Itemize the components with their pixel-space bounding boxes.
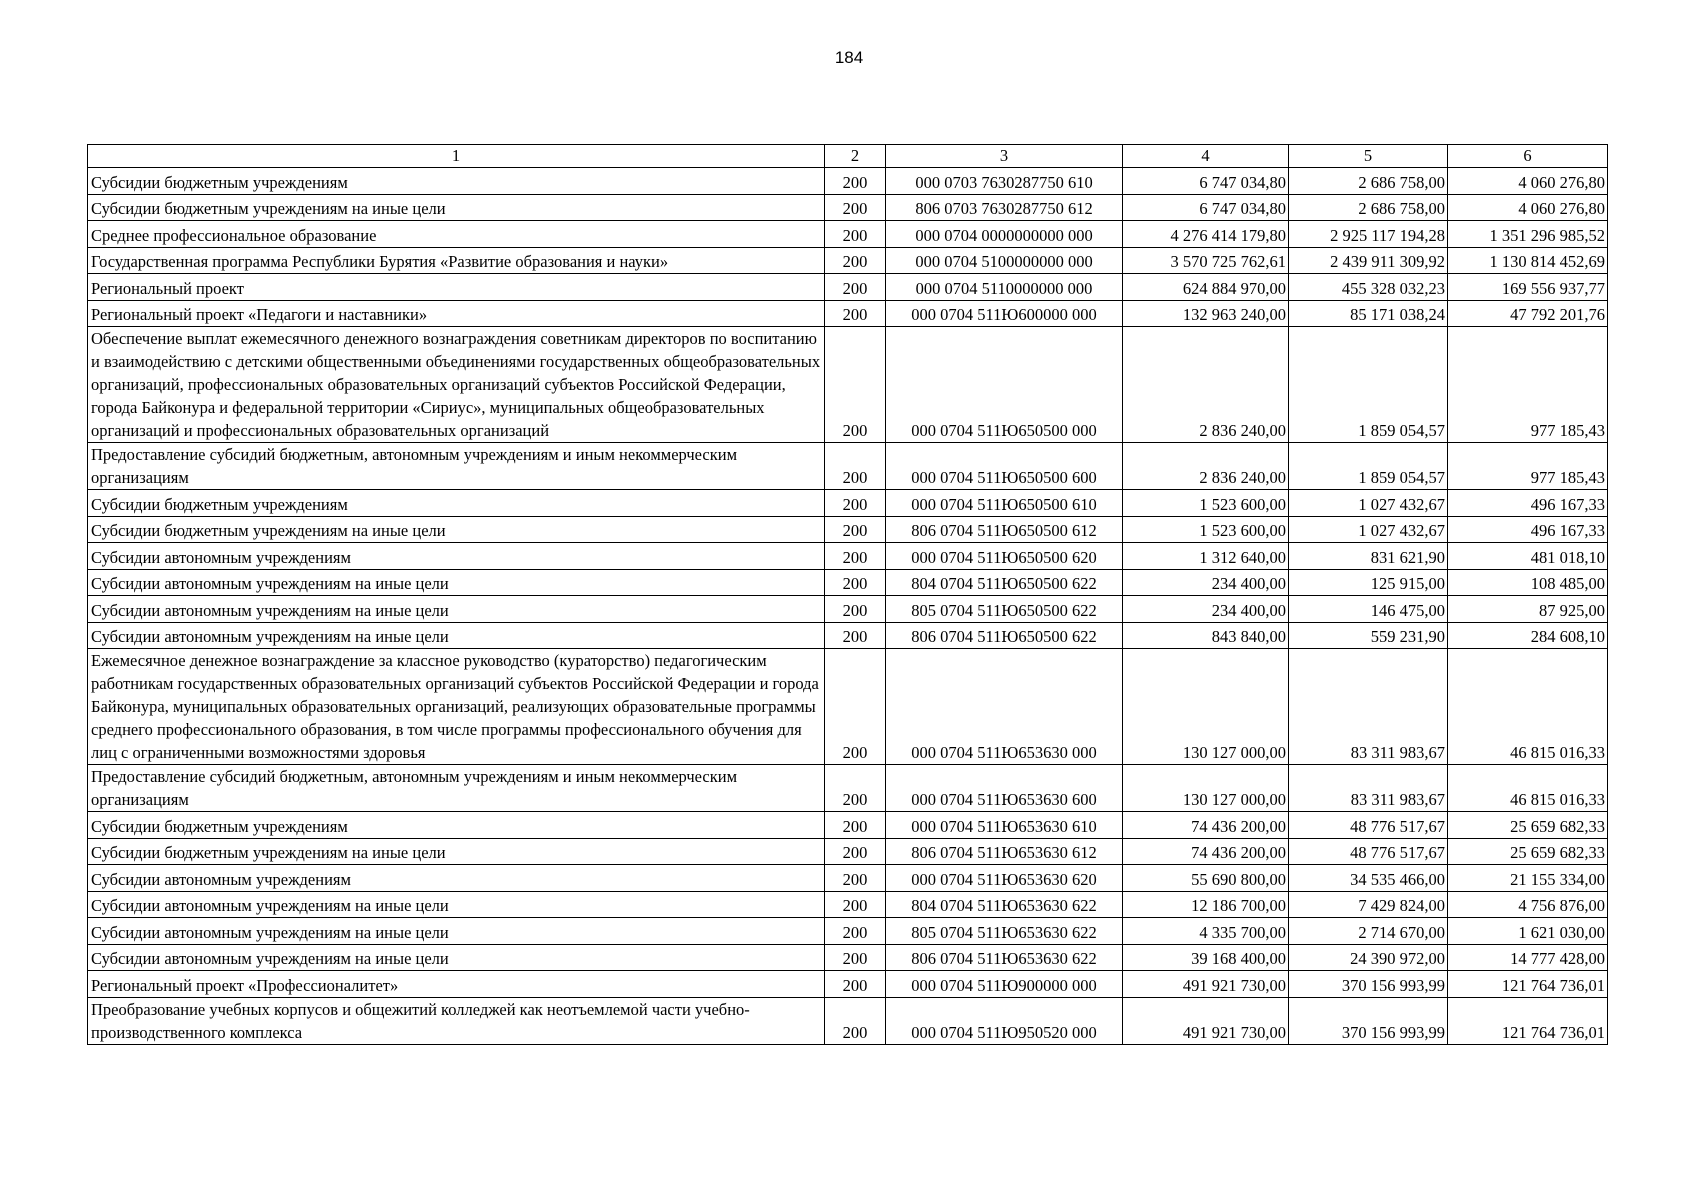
row-name-cell: Среднее профессиональное образование [88, 221, 825, 248]
table-row [88, 327, 1608, 443]
row-value-col4: 4 335 700,00 [1123, 918, 1289, 945]
row-admin-cell: 200 [825, 327, 886, 443]
table-row [88, 300, 1608, 327]
row-name-cell: Субсидии автономным учреждениям [88, 865, 825, 892]
row-value-col4: 12 186 700,00 [1123, 891, 1289, 918]
row-value-col4: 1 312 640,00 [1123, 543, 1289, 570]
table-row [88, 543, 1608, 570]
row-admin-cell: 200 [825, 300, 886, 327]
table-row [88, 194, 1608, 221]
row-value-col6: 1 130 814 452,69 [1448, 247, 1608, 274]
row-name-cell: Предоставление субсидий бюджетным, автономным учреждениям и иным некоммерческим организациям [88, 443, 825, 490]
table-row [88, 221, 1608, 248]
row-value-col6: 25 659 682,33 [1448, 838, 1608, 865]
row-admin-cell: 200 [825, 649, 886, 765]
row-name-cell: Ежемесячное денежное вознаграждение за классное руководство (кураторство) педагогическим работникам государственных образовательных организаций субъектов Российской Федерации и города Байконура, муниципальных образовательных организаций, реализующих образовательные программы среднего профессионального образования, в том числе программы профессионального обучения для лиц с ограниченными возможностями здоровья [88, 649, 825, 765]
row-value-col4: 3 570 725 762,61 [1123, 247, 1289, 274]
row-admin-cell: 200 [825, 865, 886, 892]
table-row [88, 865, 1608, 892]
row-value-col6: 4 060 276,80 [1448, 194, 1608, 221]
row-code-cell: 000 0704 511Ю650500 000 [886, 327, 1123, 443]
row-value-col5: 34 535 466,00 [1289, 865, 1448, 892]
row-value-col4: 1 523 600,00 [1123, 516, 1289, 543]
row-code-cell: 000 0704 511Ю650500 620 [886, 543, 1123, 570]
row-code-cell: 000 0704 5100000000 000 [886, 247, 1123, 274]
row-value-col6: 496 167,33 [1448, 516, 1608, 543]
table-row [88, 569, 1608, 596]
column-header: 1 [88, 145, 825, 168]
row-admin-cell: 200 [825, 443, 886, 490]
row-code-cell: 000 0704 0000000000 000 [886, 221, 1123, 248]
row-code-cell: 806 0704 511Ю653630 612 [886, 838, 1123, 865]
page-number: 184 [834, 48, 864, 67]
row-value-col6: 87 925,00 [1448, 596, 1608, 623]
row-value-col5: 48 776 517,67 [1289, 812, 1448, 839]
row-admin-cell: 200 [825, 944, 886, 971]
row-value-col6: 1 621 030,00 [1448, 918, 1608, 945]
row-code-cell: 000 0704 5110000000 000 [886, 274, 1123, 301]
row-name-cell: Субсидии автономным учреждениям [88, 543, 825, 570]
row-code-cell: 804 0704 511Ю650500 622 [886, 569, 1123, 596]
row-code-cell: 000 0704 511Ю653630 610 [886, 812, 1123, 839]
row-name-cell: Субсидии бюджетным учреждениям на иные цели [88, 838, 825, 865]
row-admin-cell: 200 [825, 765, 886, 812]
column-header: 3 [886, 145, 1123, 168]
row-name-cell: Государственная программа Республики Бурятия «Развитие образования и науки» [88, 247, 825, 274]
row-name-cell: Субсидии автономным учреждениям на иные цели [88, 891, 825, 918]
row-value-col5: 24 390 972,00 [1289, 944, 1448, 971]
table-row [88, 516, 1608, 543]
row-value-col4: 6 747 034,80 [1123, 194, 1289, 221]
row-value-col4: 2 836 240,00 [1123, 443, 1289, 490]
row-value-col6: 21 155 334,00 [1448, 865, 1608, 892]
row-value-col5: 2 925 117 194,28 [1289, 221, 1448, 248]
table-header-row [88, 145, 1608, 168]
row-name-cell: Субсидии автономным учреждениям на иные цели [88, 944, 825, 971]
row-value-col5: 1 859 054,57 [1289, 327, 1448, 443]
row-value-col6: 284 608,10 [1448, 622, 1608, 649]
row-value-col6: 108 485,00 [1448, 569, 1608, 596]
row-value-col5: 146 475,00 [1289, 596, 1448, 623]
row-admin-cell: 200 [825, 918, 886, 945]
row-admin-cell: 200 [825, 516, 886, 543]
row-admin-cell: 200 [825, 838, 886, 865]
row-value-col6: 977 185,43 [1448, 327, 1608, 443]
row-admin-cell: 200 [825, 812, 886, 839]
row-value-col4: 4 276 414 179,80 [1123, 221, 1289, 248]
row-value-col6: 481 018,10 [1448, 543, 1608, 570]
row-admin-cell: 200 [825, 622, 886, 649]
row-code-cell: 806 0704 511Ю653630 622 [886, 944, 1123, 971]
row-name-cell: Предоставление субсидий бюджетным, автономным учреждениям и иным некоммерческим организациям [88, 765, 825, 812]
row-name-cell: Региональный проект [88, 274, 825, 301]
row-value-col4: 2 836 240,00 [1123, 327, 1289, 443]
column-header: 6 [1448, 145, 1608, 168]
row-name-cell: Субсидии бюджетным учреждениям на иные цели [88, 194, 825, 221]
row-code-cell: 000 0704 511Ю653630 600 [886, 765, 1123, 812]
row-value-col6: 47 792 201,76 [1448, 300, 1608, 327]
table-row [88, 918, 1608, 945]
row-value-col5: 370 156 993,99 [1289, 997, 1448, 1044]
row-value-col4: 491 921 730,00 [1123, 997, 1289, 1044]
row-value-col6: 4 060 276,80 [1448, 168, 1608, 195]
row-name-cell: Субсидии бюджетным учреждениям на иные цели [88, 516, 825, 543]
row-value-col4: 234 400,00 [1123, 596, 1289, 623]
column-header: 4 [1123, 145, 1289, 168]
row-code-cell: 000 0704 511Ю650500 610 [886, 490, 1123, 517]
row-value-col4: 1 523 600,00 [1123, 490, 1289, 517]
row-value-col5: 125 915,00 [1289, 569, 1448, 596]
table-row [88, 247, 1608, 274]
row-value-col5: 1 859 054,57 [1289, 443, 1448, 490]
row-name-cell: Субсидии бюджетным учреждениям [88, 812, 825, 839]
table-row [88, 649, 1608, 765]
row-value-col6: 121 764 736,01 [1448, 971, 1608, 998]
row-value-col5: 559 231,90 [1289, 622, 1448, 649]
table-row [88, 944, 1608, 971]
table-row [88, 622, 1608, 649]
table-row [88, 765, 1608, 812]
row-value-col4: 624 884 970,00 [1123, 274, 1289, 301]
row-value-col6: 46 815 016,33 [1448, 765, 1608, 812]
row-value-col5: 831 621,90 [1289, 543, 1448, 570]
row-name-cell: Субсидии автономным учреждениям на иные цели [88, 918, 825, 945]
row-code-cell: 000 0704 511Ю600000 000 [886, 300, 1123, 327]
row-value-col5: 85 171 038,24 [1289, 300, 1448, 327]
table-row [88, 274, 1608, 301]
table-row [88, 490, 1608, 517]
row-name-cell: Региональный проект «Профессионалитет» [88, 971, 825, 998]
row-name-cell: Субсидии автономным учреждениям на иные цели [88, 569, 825, 596]
row-name-cell: Субсидии бюджетным учреждениям [88, 168, 825, 195]
row-value-col4: 132 963 240,00 [1123, 300, 1289, 327]
table-row [88, 596, 1608, 623]
row-admin-cell: 200 [825, 891, 886, 918]
column-header: 2 [825, 145, 886, 168]
row-admin-cell: 200 [825, 543, 886, 570]
row-value-col5: 1 027 432,67 [1289, 516, 1448, 543]
row-admin-cell: 200 [825, 194, 886, 221]
row-code-cell: 805 0704 511Ю653630 622 [886, 918, 1123, 945]
row-value-col5: 83 311 983,67 [1289, 765, 1448, 812]
row-admin-cell: 200 [825, 221, 886, 248]
row-value-col6: 977 185,43 [1448, 443, 1608, 490]
table-row [88, 812, 1608, 839]
row-value-col5: 1 027 432,67 [1289, 490, 1448, 517]
row-value-col6: 25 659 682,33 [1448, 812, 1608, 839]
row-value-col5: 455 328 032,23 [1289, 274, 1448, 301]
row-value-col4: 55 690 800,00 [1123, 865, 1289, 892]
row-admin-cell: 200 [825, 168, 886, 195]
row-code-cell: 000 0704 511Ю650500 600 [886, 443, 1123, 490]
row-name-cell: Субсидии автономным учреждениям на иные цели [88, 622, 825, 649]
row-value-col5: 370 156 993,99 [1289, 971, 1448, 998]
row-code-cell: 000 0704 511Ю653630 620 [886, 865, 1123, 892]
table-row [88, 168, 1608, 195]
row-value-col5: 2 686 758,00 [1289, 194, 1448, 221]
row-value-col4: 130 127 000,00 [1123, 649, 1289, 765]
row-value-col6: 496 167,33 [1448, 490, 1608, 517]
row-code-cell: 000 0704 511Ю950520 000 [886, 997, 1123, 1044]
row-code-cell: 804 0704 511Ю653630 622 [886, 891, 1123, 918]
row-code-cell: 000 0704 511Ю900000 000 [886, 971, 1123, 998]
row-code-cell: 000 0704 511Ю653630 000 [886, 649, 1123, 765]
table-row [88, 838, 1608, 865]
row-value-col5: 83 311 983,67 [1289, 649, 1448, 765]
row-value-col5: 7 429 824,00 [1289, 891, 1448, 918]
row-value-col6: 1 351 296 985,52 [1448, 221, 1608, 248]
row-value-col4: 130 127 000,00 [1123, 765, 1289, 812]
table-row [88, 443, 1608, 490]
row-value-col4: 843 840,00 [1123, 622, 1289, 649]
row-name-cell: Региональный проект «Педагоги и наставники» [88, 300, 825, 327]
row-value-col6: 169 556 937,77 [1448, 274, 1608, 301]
row-value-col6: 121 764 736,01 [1448, 997, 1608, 1044]
row-value-col4: 74 436 200,00 [1123, 838, 1289, 865]
table-row [88, 971, 1608, 998]
row-admin-cell: 200 [825, 569, 886, 596]
row-value-col6: 46 815 016,33 [1448, 649, 1608, 765]
row-value-col4: 74 436 200,00 [1123, 812, 1289, 839]
row-admin-cell: 200 [825, 274, 886, 301]
row-admin-cell: 200 [825, 247, 886, 274]
row-value-col4: 6 747 034,80 [1123, 168, 1289, 195]
row-name-cell: Субсидии бюджетным учреждениям [88, 490, 825, 517]
row-value-col5: 2 439 911 309,92 [1289, 247, 1448, 274]
row-code-cell: 000 0703 7630287750 610 [886, 168, 1123, 195]
row-code-cell: 805 0704 511Ю650500 622 [886, 596, 1123, 623]
row-value-col5: 2 714 670,00 [1289, 918, 1448, 945]
row-value-col4: 234 400,00 [1123, 569, 1289, 596]
row-name-cell: Обеспечение выплат ежемесячного денежного вознаграждения советникам директоров по воспитанию и взаимодействию с детскими общественными объединениями государственных общеобразовательных организаций, профессиональных образовательных организаций субъектов Российской Федерации, города Байконура и федеральной территории «Сириус», муниципальных общеобразовательных организаций и профессиональных образовательных организаций [88, 327, 825, 443]
row-name-cell: Преобразование учебных корпусов и общежитий колледжей как неотъемлемой части учебно-производственного комплекса [88, 997, 825, 1044]
row-value-col6: 14 777 428,00 [1448, 944, 1608, 971]
row-admin-cell: 200 [825, 490, 886, 517]
budget-table [87, 144, 1608, 1045]
row-admin-cell: 200 [825, 997, 886, 1044]
row-value-col4: 491 921 730,00 [1123, 971, 1289, 998]
row-value-col5: 48 776 517,67 [1289, 838, 1448, 865]
table-row [88, 891, 1608, 918]
row-code-cell: 806 0703 7630287750 612 [886, 194, 1123, 221]
row-admin-cell: 200 [825, 596, 886, 623]
row-value-col4: 39 168 400,00 [1123, 944, 1289, 971]
row-value-col6: 4 756 876,00 [1448, 891, 1608, 918]
row-name-cell: Субсидии автономным учреждениям на иные цели [88, 596, 825, 623]
row-value-col5: 2 686 758,00 [1289, 168, 1448, 195]
row-code-cell: 806 0704 511Ю650500 612 [886, 516, 1123, 543]
row-admin-cell: 200 [825, 971, 886, 998]
row-code-cell: 806 0704 511Ю650500 622 [886, 622, 1123, 649]
column-header: 5 [1289, 145, 1448, 168]
table-row [88, 997, 1608, 1044]
